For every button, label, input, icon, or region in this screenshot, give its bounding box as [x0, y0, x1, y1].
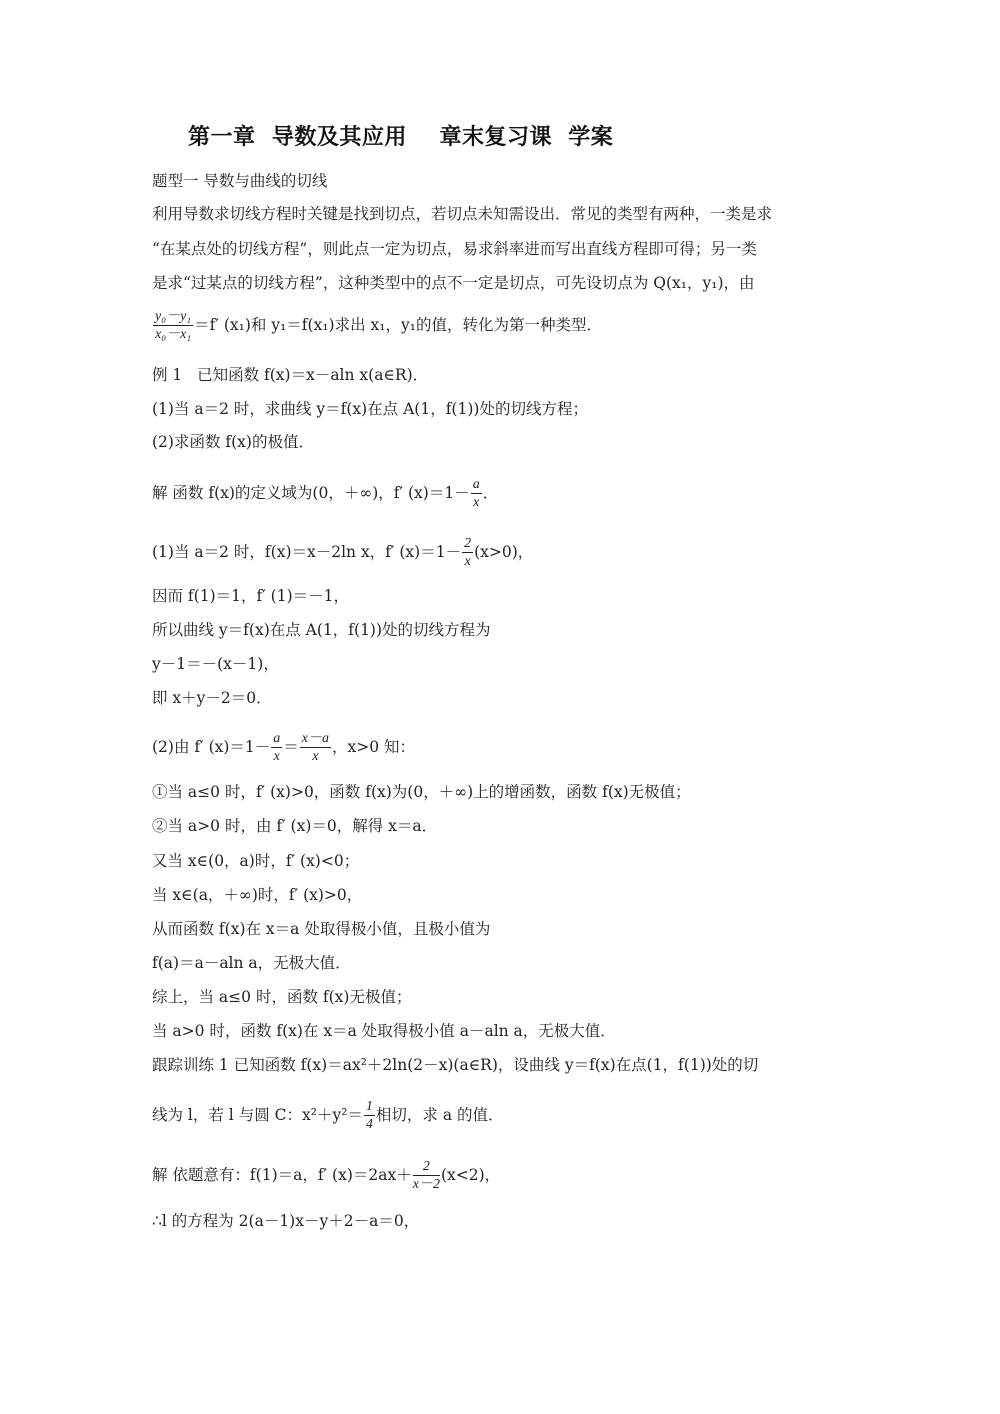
solution-line: 因而 f(1)＝1，f′ (1)＝－1， — [152, 587, 349, 605]
solution-line: f(a)＝a－aln a，无极大值． — [152, 954, 351, 972]
solution-line: 即 x＋y－2＝0． — [152, 689, 272, 707]
solution-line: 当 a>0 时，函数 f(x)在 x＝a 处取得极小值 a－aln a，无极大值． — [152, 1022, 616, 1040]
solution-line: ①当 a≤0 时，f′ (x)>0，函数 f(x)为(0，＋∞)上的增函数，函数 f(x)无极值； — [152, 783, 691, 801]
fraction: $\frac{\text{y₀－y₁}}{\text{x₀－x₁}}$ — [155, 309, 192, 342]
solution-line: y－1＝－(x－1)， — [152, 655, 279, 673]
intro-line-4: $\frac{\text{y₀－y₁}}{\text{x₀－x₁}}$ ＝f′ (x₁)和 y₁＝f(x₁)求出 x₁，y₁的值，转化为第一种类型． — [155, 309, 602, 342]
practice-1-line-2: 线为 l，若 l 与圆 C：x²＋y²＝ $\frac{1}{4}$ 相切，求 a 的值． — [152, 1099, 504, 1132]
example-1-statement: 例 1 已知函数 f(x)＝x－aln x(a∈R)． — [152, 366, 429, 384]
fraction: $\frac{a}{x}$ — [273, 731, 281, 764]
solution-line: 综上，当 a≤0 时，函数 f(x)无极值； — [152, 988, 412, 1006]
example-1-question-2: (2)求函数 f(x)的极值． — [152, 433, 314, 451]
section-heading: 题型一 导数与曲线的切线 — [152, 172, 328, 190]
practice-1-solution-line-2: ∴l 的方程为 2(a－1)x－y＋2－a＝0， — [152, 1212, 420, 1230]
fraction: $\frac{2}{x-2}$ — [412, 1159, 440, 1192]
fraction: $\frac{1}{4}$ — [365, 1099, 373, 1132]
solution-intro: 解 函数 f(x)的定义域为(0，＋∞)，f′ (x)＝1－ $\frac{a}{x}$ ． — [152, 477, 499, 510]
example-1-question-1: (1)当 a＝2 时，求曲线 y＝f(x)在点 A(1，f(1))处的切线方程； — [152, 400, 588, 418]
solution-line: 当 x∈(a，＋∞)时，f′ (x)>0， — [152, 886, 363, 904]
solution-part-2: (2)由 f′ (x)＝1－ $\frac{a}{x}$ ＝ $\frac{x-a}{x}$ ，x>0 知： — [152, 731, 416, 764]
fraction: $\frac{x-a}{x}$ — [301, 731, 329, 764]
solution-line: 所以曲线 y＝f(x)在点 A(1，f(1))处的切线方程为 — [152, 621, 491, 639]
fraction: $\frac{a}{x}$ — [472, 477, 480, 510]
solution-line: ②当 a>0 时，由 f′ (x)＝0，解得 x＝a． — [152, 817, 438, 835]
example-label: 例 1 — [152, 366, 183, 384]
solution-line: 从而函数 f(x)在 x＝a 处取得极小值，且极小值为 — [152, 920, 491, 938]
intro-line-3: 是求“过某点的切线方程”，这种类型中的点不一定是切点，可先设切点为 Q(x₁，y₁)，由 — [152, 274, 755, 292]
solution-line: 又当 x∈(0，a)时，f′ (x)<0； — [152, 852, 360, 870]
intro-line-1: 利用导数求切线方程时关键是找到切点，若切点未知需设出．常见的类型有两种，一类是求 — [152, 205, 773, 223]
fraction: $\frac{2}{x}$ — [464, 536, 472, 569]
solution-part-1: (1)当 a＝2 时，f(x)＝x－2ln x，f′ (x)＝1－ $\frac{2}{x}$ (x>0)， — [152, 536, 534, 569]
practice-1-solution: 解 依题意有：f(1)＝a，f′ (x)＝2ax＋ $\frac{2}{x-2}$ (x<2)， — [152, 1159, 501, 1192]
practice-1-line-1: 跟踪训练 1 已知函数 f(x)＝ax²＋2ln(2－x)(a∈R)，设曲线 y＝f(x)在点(1，f(1))处的切 — [152, 1056, 759, 1074]
page-title: 第一章 导数及其应用 章末复习课 学案 — [188, 125, 614, 150]
intro-line-2: “在某点处的切线方程”，则此点一定为切点，易求斜率进而写出直线方程即可得；另一类 — [152, 240, 757, 258]
